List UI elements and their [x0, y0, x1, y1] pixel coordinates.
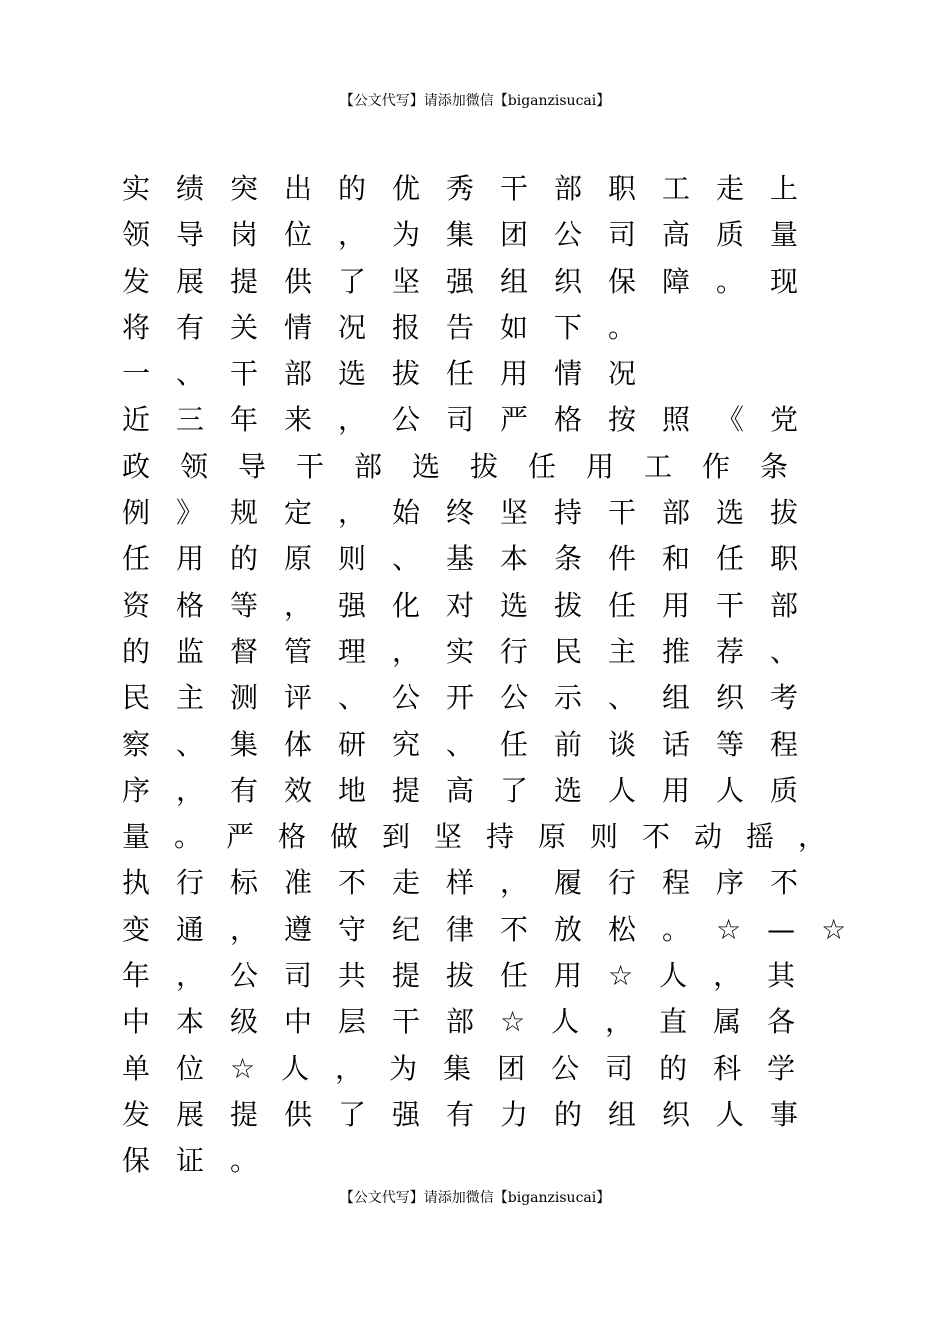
text-line: 将有关情况报告如下。	[122, 310, 663, 344]
text-line: 资格等，强化对选拔任用干部	[122, 588, 825, 622]
text-line: 民主测评、公开公示、组织考	[122, 681, 825, 715]
text-line: 察、集体研究、任前谈话等程	[122, 727, 825, 761]
page-footer: 【公文代写】请添加微信【biganzisucai】	[339, 1190, 611, 1206]
text-line: 单位☆人，为集团公司的科学	[122, 1051, 822, 1085]
section-heading: 一、干部选拔任用情况	[122, 357, 663, 391]
text-line: 量。严格做到坚持原则不动摇，	[122, 820, 851, 854]
text-line: 变通，遵守纪律不放松。☆—☆	[122, 912, 873, 946]
text-line: 实绩突出的优秀干部职工走上	[122, 172, 825, 205]
text-line: 中本级中层干部☆人，直属各	[122, 1005, 822, 1039]
text-line: 发展提供了坚强组织保障。现	[122, 264, 825, 298]
text-line: 政领导干部选拔任用工作条	[122, 449, 819, 483]
text-line: 序，有效地提高了选人用人质	[122, 773, 825, 807]
text-line: 领导岗位，为集团公司高质量	[122, 218, 825, 252]
page-header: 【公文代写】请添加微信【biganzisucai】	[339, 93, 611, 109]
text-line: 近三年来，公司严格按照《党	[122, 403, 825, 437]
document-body	[122, 166, 882, 1185]
text-line: 发展提供了强有力的组织人事	[122, 1097, 825, 1131]
text-line: 例》规定，始终坚持干部选拔	[122, 496, 825, 530]
text-line: 执行标准不走样，履行程序不	[122, 866, 825, 900]
text-line: 任用的原则、基本条件和任职	[122, 542, 825, 576]
text-line: 保证。	[122, 1144, 285, 1178]
text-line: 的监督管理，实行民主推荐、	[122, 634, 825, 668]
text-line: 年，公司共提拔任用☆人，其	[122, 959, 822, 993]
